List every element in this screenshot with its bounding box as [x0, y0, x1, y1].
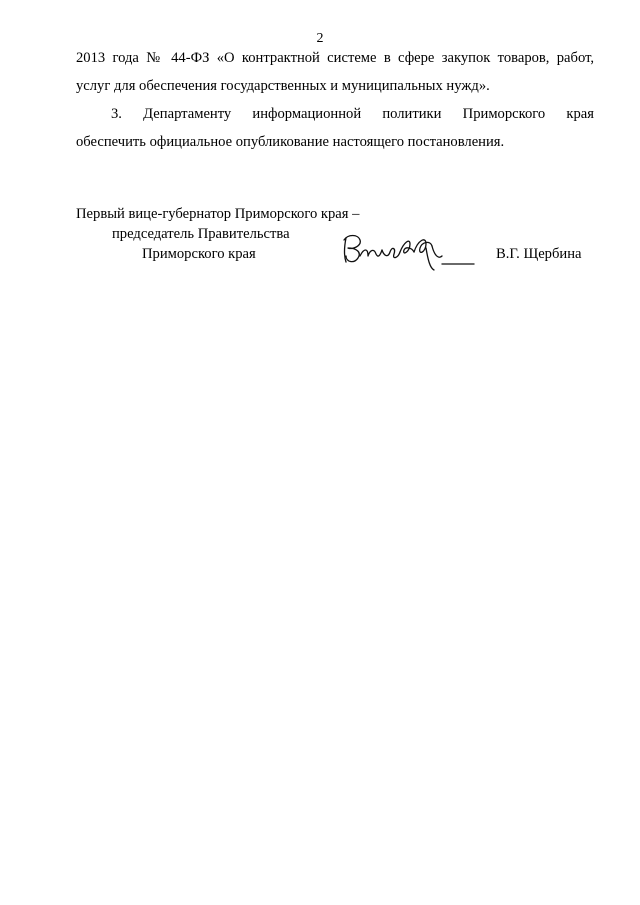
text-line: услуг для обеспечения государственных и муниципальных нужд». [76, 78, 490, 94]
signer-title-line-1: Первый вице-губернатор Приморского края – [76, 206, 360, 222]
handwritten-signature [338, 226, 478, 276]
text-line: обеспечить официальное опубликование настоящего постановления. [76, 134, 505, 150]
text-line: 3. Департаменту информационной политики Приморского края [111, 106, 594, 122]
signer-name: В.Г. Щербина [496, 246, 582, 262]
text-line: 2013 года № 44-ФЗ «О контрактной системе в сфере закупок товаров, работ, [76, 50, 594, 66]
document-body [76, 44, 594, 156]
page-number: 2 [316, 31, 324, 46]
paragraph-continuation [76, 44, 594, 100]
signer-title-line-2: председатель Правительства [112, 226, 290, 242]
paragraph-item-3 [76, 100, 594, 156]
signer-title-line-3: Приморского края [142, 246, 256, 262]
